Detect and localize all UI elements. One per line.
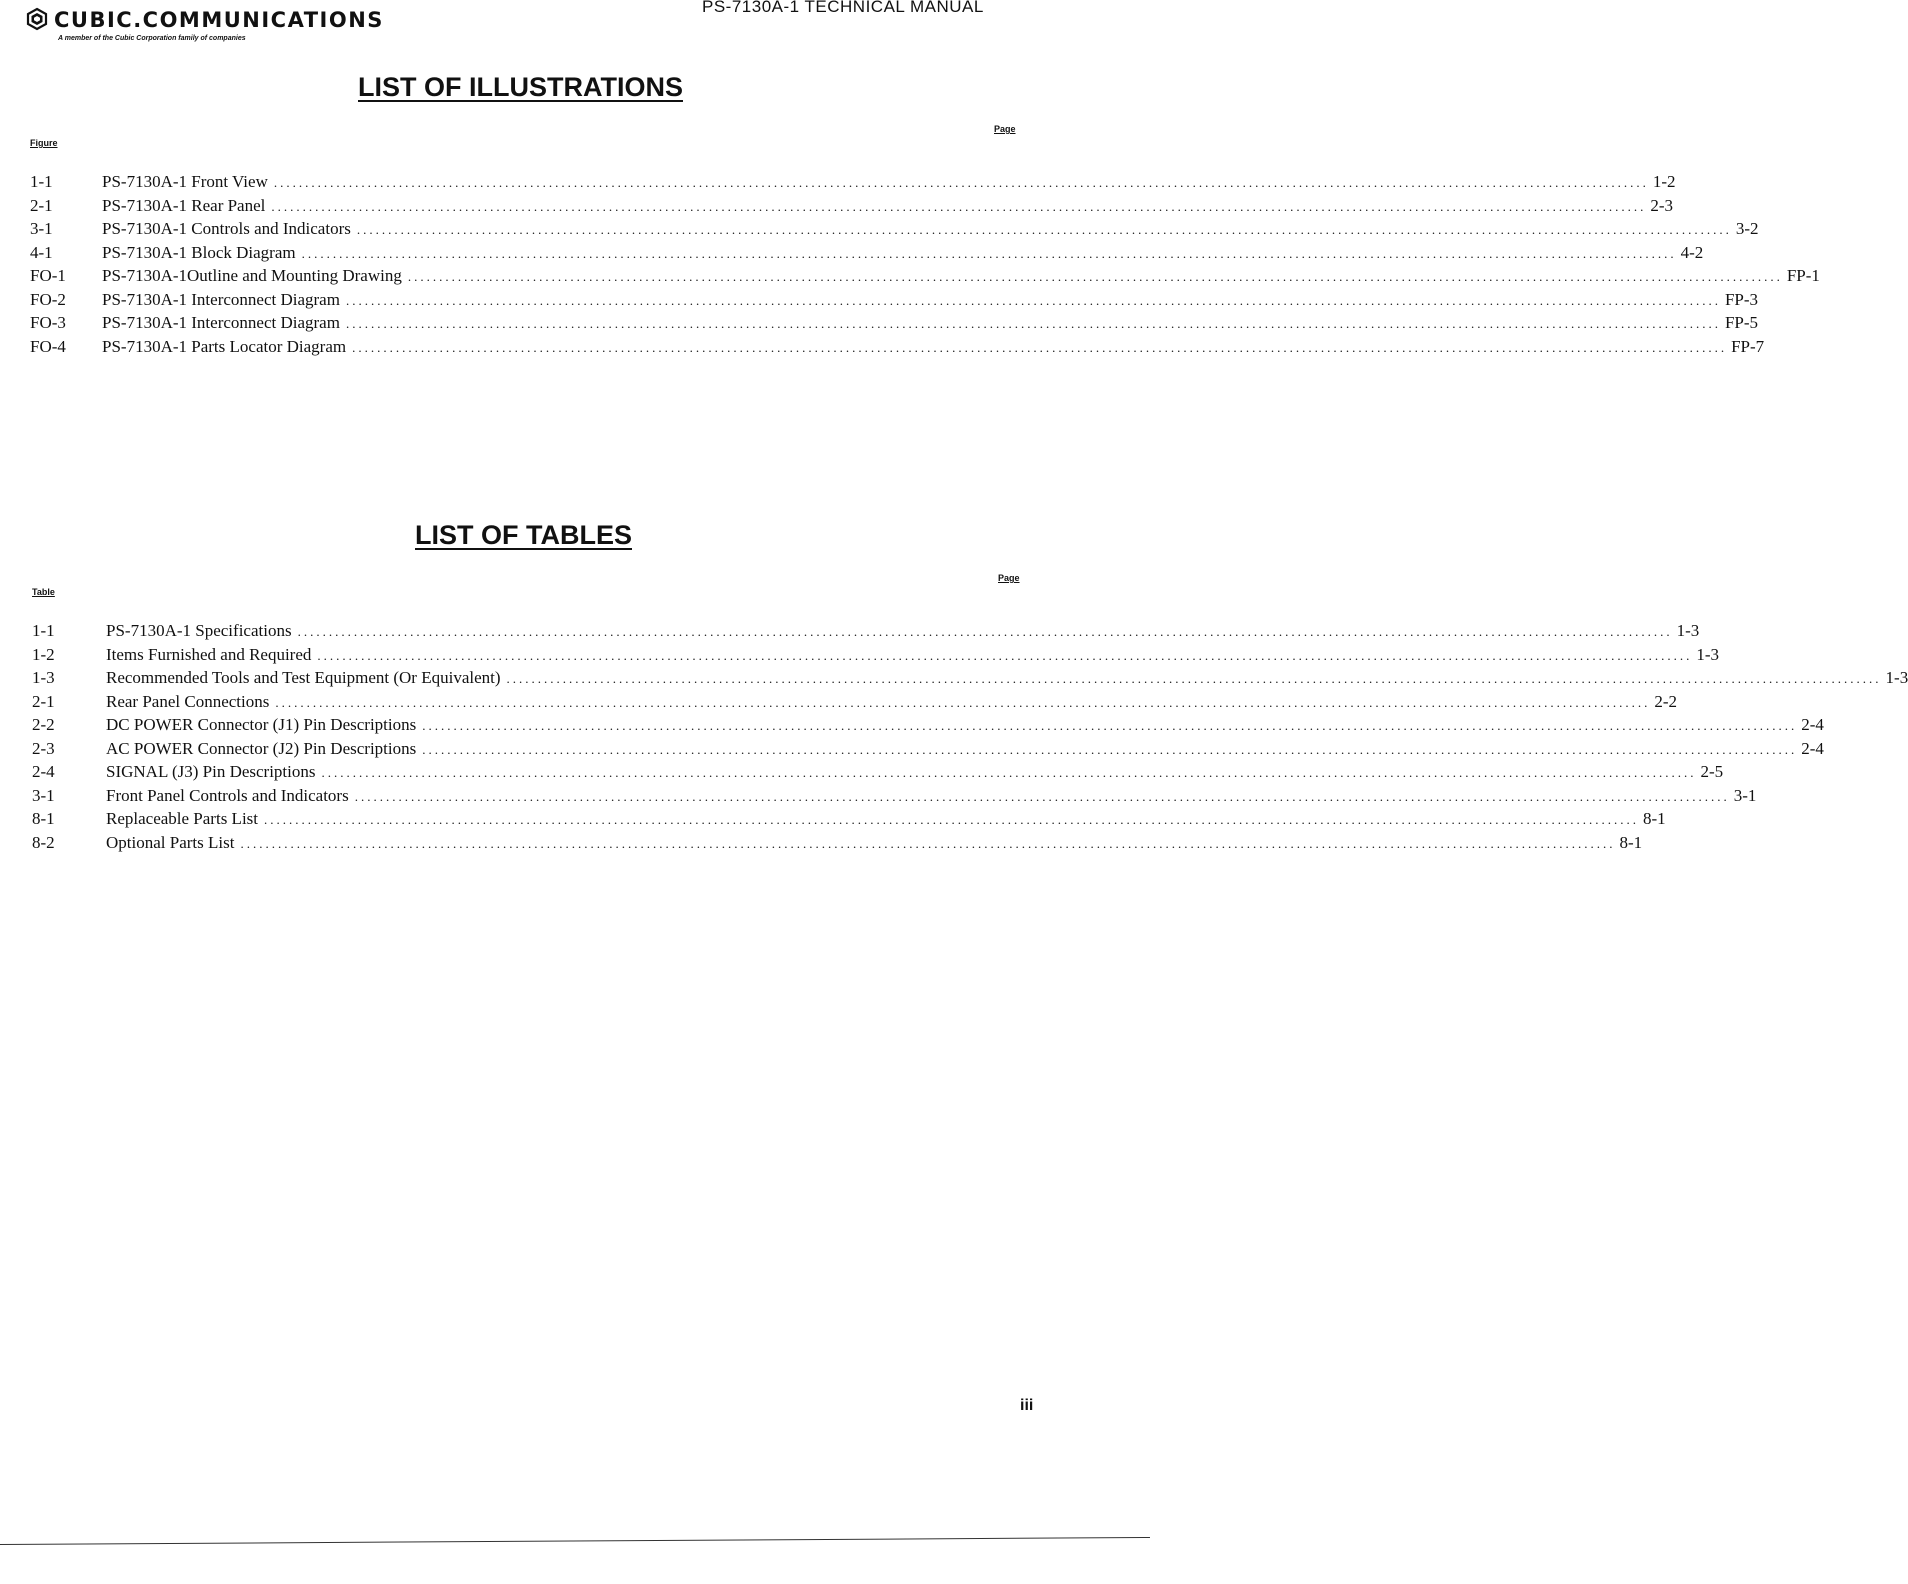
list-item [32, 713, 1824, 737]
figure-title: PS-7130A-1 Front View [102, 172, 268, 191]
table-number: 2-4 [32, 762, 55, 781]
list-item [32, 619, 1700, 643]
list-item [30, 264, 1820, 288]
dot-leader: ............................................................................................................................................................................................................................ [407, 269, 1783, 284]
figure-title: PS-7130A-1 Interconnect Diagram [102, 313, 340, 332]
tables-page-column-label: Page [998, 573, 1020, 583]
figure-title: PS-7130A-1 Controls and Indicators [102, 219, 351, 238]
dot-leader: ............................................................................................................................................................................................................................ [275, 694, 1651, 710]
illustrations-list [30, 170, 1820, 358]
table-page: 2-4 [1801, 715, 1824, 734]
figure-number: 3-1 [30, 219, 53, 238]
list-item [32, 690, 1678, 714]
table-title: AC POWER Connector (J2) Pin Descriptions [106, 738, 417, 758]
figure-page: FP-5 [1724, 313, 1759, 332]
table-page: 1-3 [1676, 621, 1700, 640]
table-number: 1-2 [32, 644, 55, 664]
table-number: 1-1 [32, 621, 55, 640]
list-item [30, 241, 1704, 265]
figure-number: FO-4 [30, 336, 66, 356]
list-item [30, 288, 1759, 312]
table-page: 8-1 [1619, 832, 1643, 852]
dot-leader: ............................................................................................................................................................................................................................ [422, 718, 1798, 733]
figure-number: FO-1 [30, 266, 66, 285]
table-title: Replaceable Parts List [106, 809, 259, 828]
list-item [30, 311, 1759, 335]
list-item [32, 666, 1908, 690]
list-item [32, 807, 1666, 831]
table-number: 8-1 [32, 809, 55, 828]
dot-leader: ............................................................................................................................................................................................................................ [506, 671, 1882, 686]
table-number: 2-1 [32, 691, 55, 711]
list-item [32, 831, 1643, 855]
dot-leader: ............................................................................................................................................................................................................................ [422, 741, 1798, 757]
list-item [32, 737, 1824, 761]
illustrations-title: LIST OF ILLUSTRATIONS [358, 72, 683, 102]
dot-leader: ............................................................................................................................................................................................................................ [264, 812, 1640, 827]
figure-page: FP-1 [1786, 266, 1820, 285]
figure-title: PS-7130A-1 Parts Locator Diagram [102, 336, 347, 356]
manual-title: PS-7130A-1 TECHNICAL MANUAL [702, 0, 984, 16]
illustrations-page-column-label: Page [994, 124, 1016, 134]
figure-page: FP-7 [1731, 336, 1765, 356]
table-title: SIGNAL (J3) Pin Descriptions [106, 762, 316, 781]
figure-number: 1-1 [30, 172, 53, 191]
figure-page: 2-3 [1650, 195, 1674, 215]
dot-leader: ............................................................................................................................................................................................................................ [301, 245, 1677, 261]
list-item [30, 170, 1676, 194]
figure-page: 4-2 [1680, 242, 1704, 262]
dot-leader: ............................................................................................................................................................................................................................ [352, 339, 1728, 355]
tables-table-column-label: Table [32, 587, 55, 597]
dot-leader: ............................................................................................................................................................................................................................ [345, 316, 1721, 331]
table-title: Recommended Tools and Test Equipment (Or Equivalent) [106, 668, 501, 687]
tables-list [32, 619, 1908, 854]
dot-leader: ............................................................................................................................................................................................................................ [317, 647, 1693, 663]
figure-title: PS-7130A-1 Interconnect Diagram [102, 289, 340, 309]
table-title: Rear Panel Connections [106, 691, 270, 711]
table-page: 8-1 [1643, 809, 1666, 828]
table-title: Front Panel Controls and Indicators [106, 785, 349, 805]
dot-leader: ............................................................................................................................................................................................................................ [297, 624, 1673, 639]
list-item [32, 643, 1720, 667]
dot-leader: ............................................................................................................................................................................................................................ [273, 175, 1649, 190]
figure-page: FP-3 [1724, 289, 1759, 309]
dot-leader: ............................................................................................................................................................................................................................ [240, 835, 1616, 851]
table-title: Items Furnished and Required [106, 644, 312, 664]
list-item [30, 194, 1674, 218]
table-page: 2-2 [1654, 691, 1678, 711]
table-page: 2-5 [1700, 762, 1724, 781]
dot-leader: ............................................................................................................................................................................................................................ [354, 788, 1730, 804]
list-item [32, 760, 1724, 784]
figure-number: FO-3 [30, 313, 66, 332]
table-page: 1-3 [1696, 644, 1720, 664]
tables-title: LIST OF TABLES [415, 520, 632, 550]
bottom-divider [0, 1537, 1150, 1545]
figure-title: PS-7130A-1 Block Diagram [102, 242, 296, 262]
table-page: 2-4 [1801, 738, 1824, 758]
table-title: DC POWER Connector (J1) Pin Descriptions [106, 715, 417, 734]
list-item [30, 335, 1765, 359]
dot-leader: ............................................................................................................................................................................................................................ [356, 222, 1732, 237]
list-item [32, 784, 1757, 808]
table-title: Optional Parts List [106, 832, 235, 852]
company-name: CUBIC.COMMUNICATIONS [54, 8, 384, 32]
cubic-hexagon-logo-icon [26, 8, 48, 30]
company-tagline: A member of the Cubic Corporation family of companies [58, 35, 246, 42]
table-number: 1-3 [32, 668, 55, 687]
figure-page: 1-2 [1652, 172, 1676, 191]
figure-number: FO-2 [30, 289, 66, 309]
dot-leader: ............................................................................................................................................................................................................................ [345, 292, 1721, 308]
figure-number: 4-1 [30, 242, 53, 262]
figure-number: 2-1 [30, 195, 53, 215]
table-page: 3-1 [1733, 785, 1757, 805]
dot-leader: ............................................................................................................................................................................................................................ [271, 198, 1647, 214]
table-title: PS-7130A-1 Specifications [106, 621, 292, 640]
figure-title: PS-7130A-1Outline and Mounting Drawing [102, 266, 402, 285]
table-number: 3-1 [32, 785, 55, 805]
table-number: 8-2 [32, 832, 55, 852]
table-number: 2-3 [32, 738, 55, 758]
figure-page: 3-2 [1735, 219, 1759, 238]
list-item [30, 217, 1759, 241]
company-logo [26, 6, 486, 46]
illustrations-figure-column-label: Figure [30, 138, 58, 148]
table-number: 2-2 [32, 715, 55, 734]
dot-leader: ............................................................................................................................................................................................................................ [321, 765, 1697, 780]
table-page: 1-3 [1885, 668, 1908, 687]
figure-title: PS-7130A-1 Rear Panel [102, 195, 266, 215]
page-number: iii [1020, 1397, 1034, 1414]
